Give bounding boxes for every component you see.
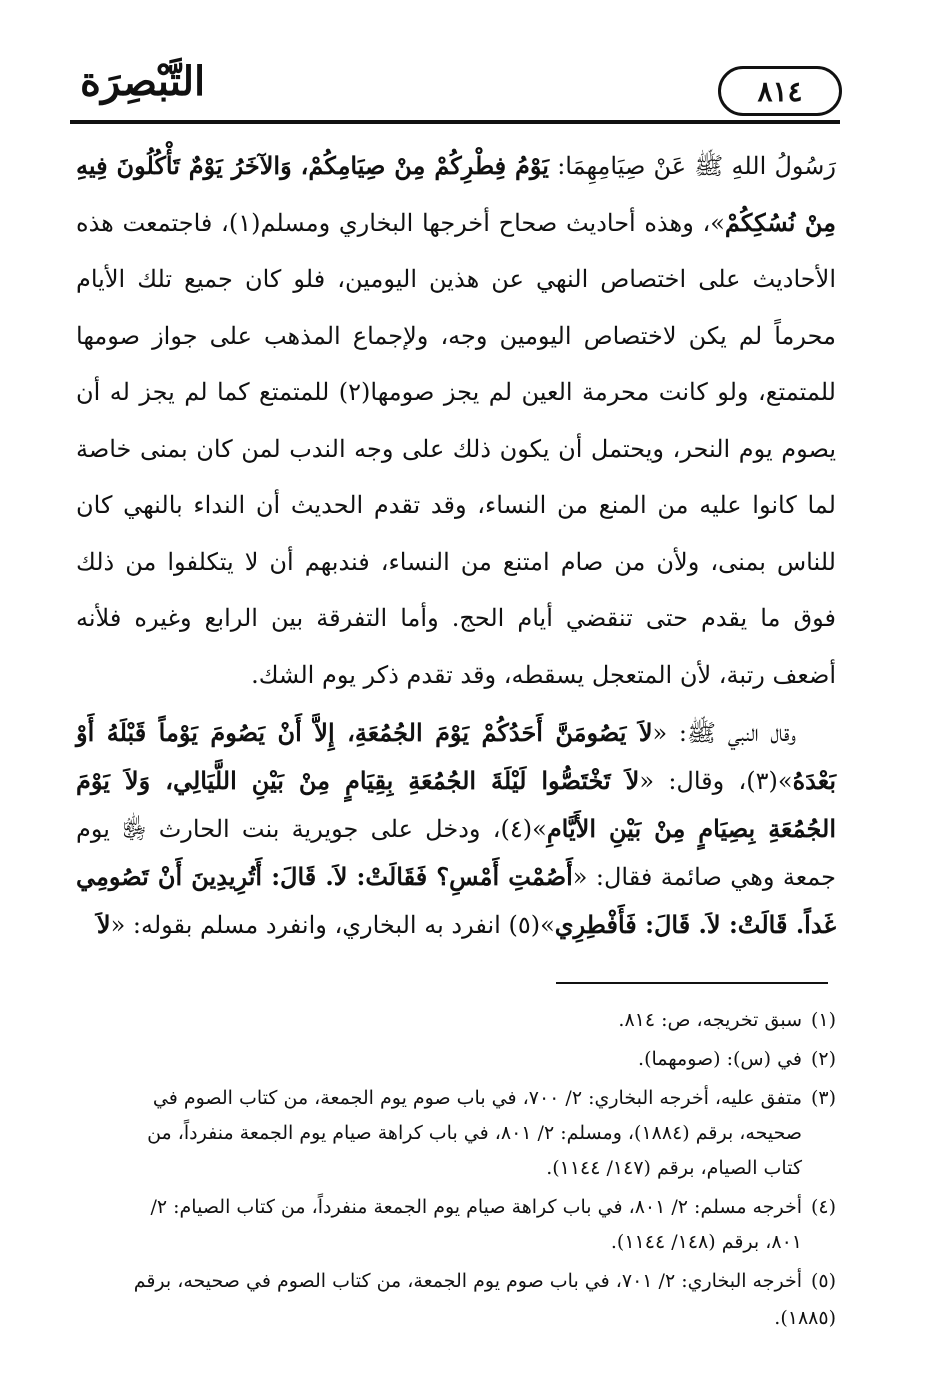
footnote-item [76,1189,836,1261]
footnote-text: كتاب الصيام، برقم (١٤٧/ ١١٤٤). [546,1157,802,1179]
text-run: (٣) [746,767,778,795]
text-run: رَسُولُ اللهِ ﷺ عَنْ صِيَامِهِمَا: [549,152,836,180]
footnote-item [76,1263,836,1337]
footnote-text: صحيحه، برقم (١٨٨٤)، ومسلم: ٢/ ٨٠١، في باب كراهة صيام يوم الجمعة منفرداً، من [147,1122,802,1144]
text-run: وقال النبي ﷺ: « [652,719,796,747]
paragraph-1 [76,138,836,703]
text-run: (٢) [338,378,371,406]
page-number: ٨١٤ [718,66,842,116]
text-run: (٤) [500,815,533,843]
text-run: للمتمتع كما لم يجز له أن يصوم يوم النحر، ويحتمل أن يكون ذلك على وجه الندب لمن كان بمنى خاصة لما كانوا عليه من المنع من النساء، وقد تقدم الحديث أن النداء بالنهي كان للناس بمنى، ولأن من صام امتنع من النساء، فندبهم أن لا يتكلفوا من ذلك فوق ما يقدم حتى تنقضي أيام الحج. وأما التفرقة بين الرابع وغيره فلأنه أضعف رتبة، لأن المتعجل يسقطه، وقد تقدم ذكر يوم الشك. [76,378,836,689]
footnote-text: ٨٠١، برقم (١٤٨/ ١١٤٤). [610,1231,802,1253]
footnote-number: (١) [810,1009,836,1031]
text-run: انفرد به البخاري، وانفرد مسلم بقوله: « [110,911,509,939]
footnote-text: سبق تخريجه، ص: ٨١٤. [618,1009,802,1031]
footnote-text: في (س): (صومهما). [638,1048,802,1070]
text-run: (٥) [508,911,541,939]
page-header [70,58,840,128]
hadith-text: يَوْمُ فِطْرِكُمْ مِنْ صِيَامِكُمْ، وَالآخَرُ يَوْمٌ تَأْكُلُونَ فِيهِ مِنْ نُسُكِكُمْ [76,151,837,237]
footnote-item [76,1041,836,1078]
footnote-text: أخرجه البخاري: ٢/ ٧٠١، في باب صوم يوم الجمعة، من كتاب الصوم في صحيحه، برقم (١٨٨٥). [133,1270,836,1329]
footnote-item [76,1002,836,1039]
hadith-text: لاَ تَخْتَصُّوا لَيْلَةَ الجُمُعَةِ بِقِيَامٍ مِنْ بَيْنِ اللَّيَالِي، وَلاَ يَوْمَ الجُمُعَةِ بِصِيَامٍ مِنْ بَيْنِ الأَيَّامِ [76,766,836,843]
text-run: »، وهذه أحاديث صحاح أخرجها البخاري ومسلم [260,208,725,237]
text-run: (١) [228,208,261,237]
text-run: ، ودخل على جويرية بنت الحارث ﵂ يوم جمعة وهي صائمة فقال: « [76,815,836,891]
text-run: » [540,911,555,939]
footnote-number: (٣) [810,1087,836,1109]
paragraph-2 [76,709,836,949]
text-run: » [532,815,547,843]
book-title: التَّبْصِرَة [80,58,206,105]
hadith-text: لاَ يَصُومَنَّ أَحَدُكُمْ يَوْمَ الجُمُعَةِ، إِلاَّ أَنْ يَصُومَ يَوْماً قَبْلَهُ أَوْ بَعْدَهُ [76,718,836,795]
text-run: » [777,767,793,795]
footnote-number: (٥) [810,1270,836,1292]
body-text [76,138,836,949]
text-run: ، فاجتمعت هذه الأحاديث على اختصاص النهي عن هذين اليومين، فلو كان جميع تلك الأيام محرماً لم يكن لاختصاص اليومين وجه، ولإجماع المذهب على جواز صومها للمتمتع، ولو كانت محرمة العين لم يجز صومها [76,208,836,406]
footnote-text: أخرجه مسلم: ٢/ ٨٠١، في باب كراهة صيام يوم الجمعة منفرداً، من كتاب الصيام: ٢/ [150,1196,802,1218]
header-rule [70,120,840,124]
hadith-text: لاَ [96,910,111,939]
footnotes [76,1002,836,1339]
text-run: ، وقال: « [639,767,747,795]
footnote-number: (٢) [810,1048,836,1070]
footnote-separator [556,982,828,984]
footnote-number: (٤) [810,1196,836,1218]
footnote-text: متفق عليه، أخرجه البخاري: ٢/ ٧٠٠، في باب صوم يوم الجمعة، من كتاب الصوم في [152,1087,802,1109]
hadith-text: أَصُمْتِ أَمْسِ؟ فَقَالَتْ: لاَ. قَالَ: أَتُرِيدِينَ أَنْ تَصُومِي غَداً. قَالَتْ: لاَ. قَالَ: فَأَفْطِرِي [76,862,836,939]
footnote-item [76,1080,836,1187]
